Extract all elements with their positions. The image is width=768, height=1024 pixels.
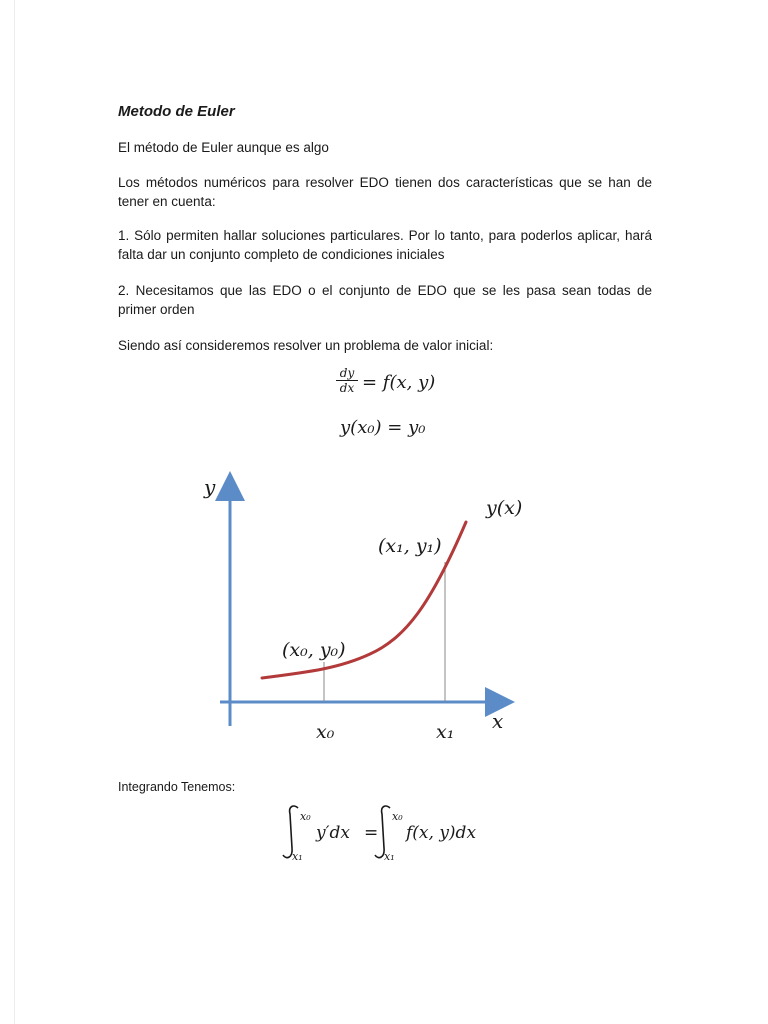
x-axis-label: x (492, 709, 504, 733)
y-axis-label: y (204, 475, 216, 499)
page-edge (14, 0, 15, 1024)
equation-ode (336, 366, 466, 406)
paragraph-characteristics: Los métodos numéricos para resolver EDO tienen dos características que se han de tener en cuenta: (118, 175, 652, 209)
integral-left-lower: x₁ (292, 850, 303, 863)
curve-label: y(x) (486, 497, 523, 519)
paragraph-point-1: 1. Sólo permiten hallar soluciones particulares. Por lo tanto, para poderlos aplicar, hará falta dar un conjunto completo de condiciones iniciales (118, 228, 652, 262)
x0-tick-label: x₀ (316, 721, 335, 743)
integral-right-lower: x₁ (384, 850, 395, 863)
integral-right-integrand: f(x, y)dx (406, 823, 477, 843)
paragraph-point-2: 2. Necesitamos que las EDO o el conjunto de EDO que se les pasa sean todas de primer orden (118, 283, 652, 317)
document-title: Metodo de Euler (118, 103, 235, 120)
equation-rhs: = f(x, y) (362, 372, 436, 393)
euler-diagram (190, 466, 550, 756)
point1-label: (x₁, y₁) (378, 535, 442, 557)
integral-right-upper: x₀ (392, 810, 403, 823)
integral-equation (280, 800, 510, 870)
fraction-numerator: dy (336, 366, 358, 381)
equation-fraction (336, 366, 358, 395)
fraction-denominator: dx (339, 381, 355, 395)
paragraph-intro: El método de Euler aunque es algo (118, 140, 329, 155)
x1-tick-label: x₁ (436, 721, 455, 743)
point0-label: (x₀, y₀) (282, 639, 346, 661)
integral-left-upper: x₀ (300, 810, 311, 823)
paragraph-initial-value: Siendo así consideremos resolver un problema de valor inicial: (118, 338, 494, 353)
paragraph-integrando: Integrando Tenemos: (118, 780, 236, 794)
equation-initial-condition: y(x₀) = y₀ (340, 417, 426, 438)
integral-left-integrand: y′dx (316, 823, 350, 843)
integral-equals: = (364, 823, 379, 843)
